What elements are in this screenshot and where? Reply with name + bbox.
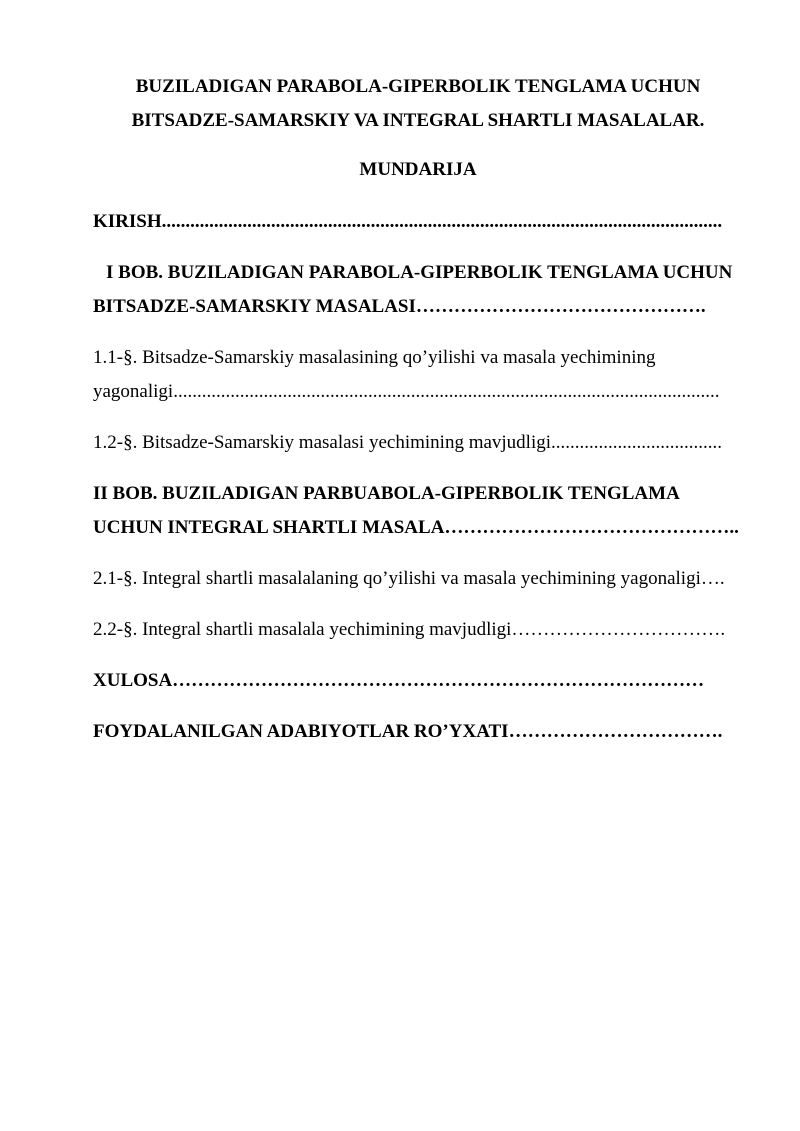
toc-entry-kirish: KIRISH...................................................................................................................... — [93, 211, 723, 232]
document-title-line1: BUZILADIGAN PARABOLA-GIPERBOLIK TENGLAMA UCHUN — [135, 76, 701, 97]
toc-entry-chapter1 — [93, 256, 743, 324]
toc-entry-chapter2-line1: II BOB. BUZILADIGAN PARBUABOLA-GIPERBOLIK TENGLAMA — [93, 483, 680, 504]
document-title — [93, 70, 743, 138]
toc-entry-xulosa: XULOSA………………………………………………………………………… — [93, 670, 705, 691]
toc-entry-section-2-1: 2.1-§. Integral shartli masalalaning qo’yilishi va masala yechimining yagonaligi…. — [93, 568, 725, 589]
toc-entry-section-1-2: 1.2-§. Bitsadze-Samarskiy masalasi yechimining mavjudligi.................................... — [93, 432, 723, 453]
document-title-line2: BITSADZE-SAMARSKIY VA INTEGRAL SHARTLI MASALALAR. — [131, 110, 705, 131]
toc-entry-section-1-1-line2: yagonaligi................................................................................................................... — [93, 381, 720, 402]
document-content — [93, 70, 743, 749]
toc-entry-section-2-2: 2.2-§. Integral shartli masalala yechimining mavjudligi……………………………. — [93, 619, 726, 640]
toc-entry-chapter1-line2: BITSADZE-SAMARSKIY MASALASI………………………………………. — [93, 296, 706, 317]
toc-entry-section-1-1 — [93, 341, 743, 409]
toc-entry-chapter2 — [93, 477, 743, 545]
toc-entry-chapter2-line2: UCHUN INTEGRAL SHARTLI MASALA……………………………………….. — [93, 517, 739, 538]
toc-heading: MUNDARIJA — [359, 159, 477, 180]
toc-entry-chapter1-line1: I BOB. BUZILADIGAN PARABOLA-GIPERBOLIK TENGLAMA UCHUN — [106, 262, 733, 283]
toc-entry-references: FOYDALANILGAN ADABIYOTLAR RO’YXATI……………………………. — [93, 721, 723, 742]
toc-entry-section-1-1-line1: 1.1-§. Bitsadze-Samarskiy masalasining qo’yilishi va masala yechimining — [93, 347, 656, 368]
